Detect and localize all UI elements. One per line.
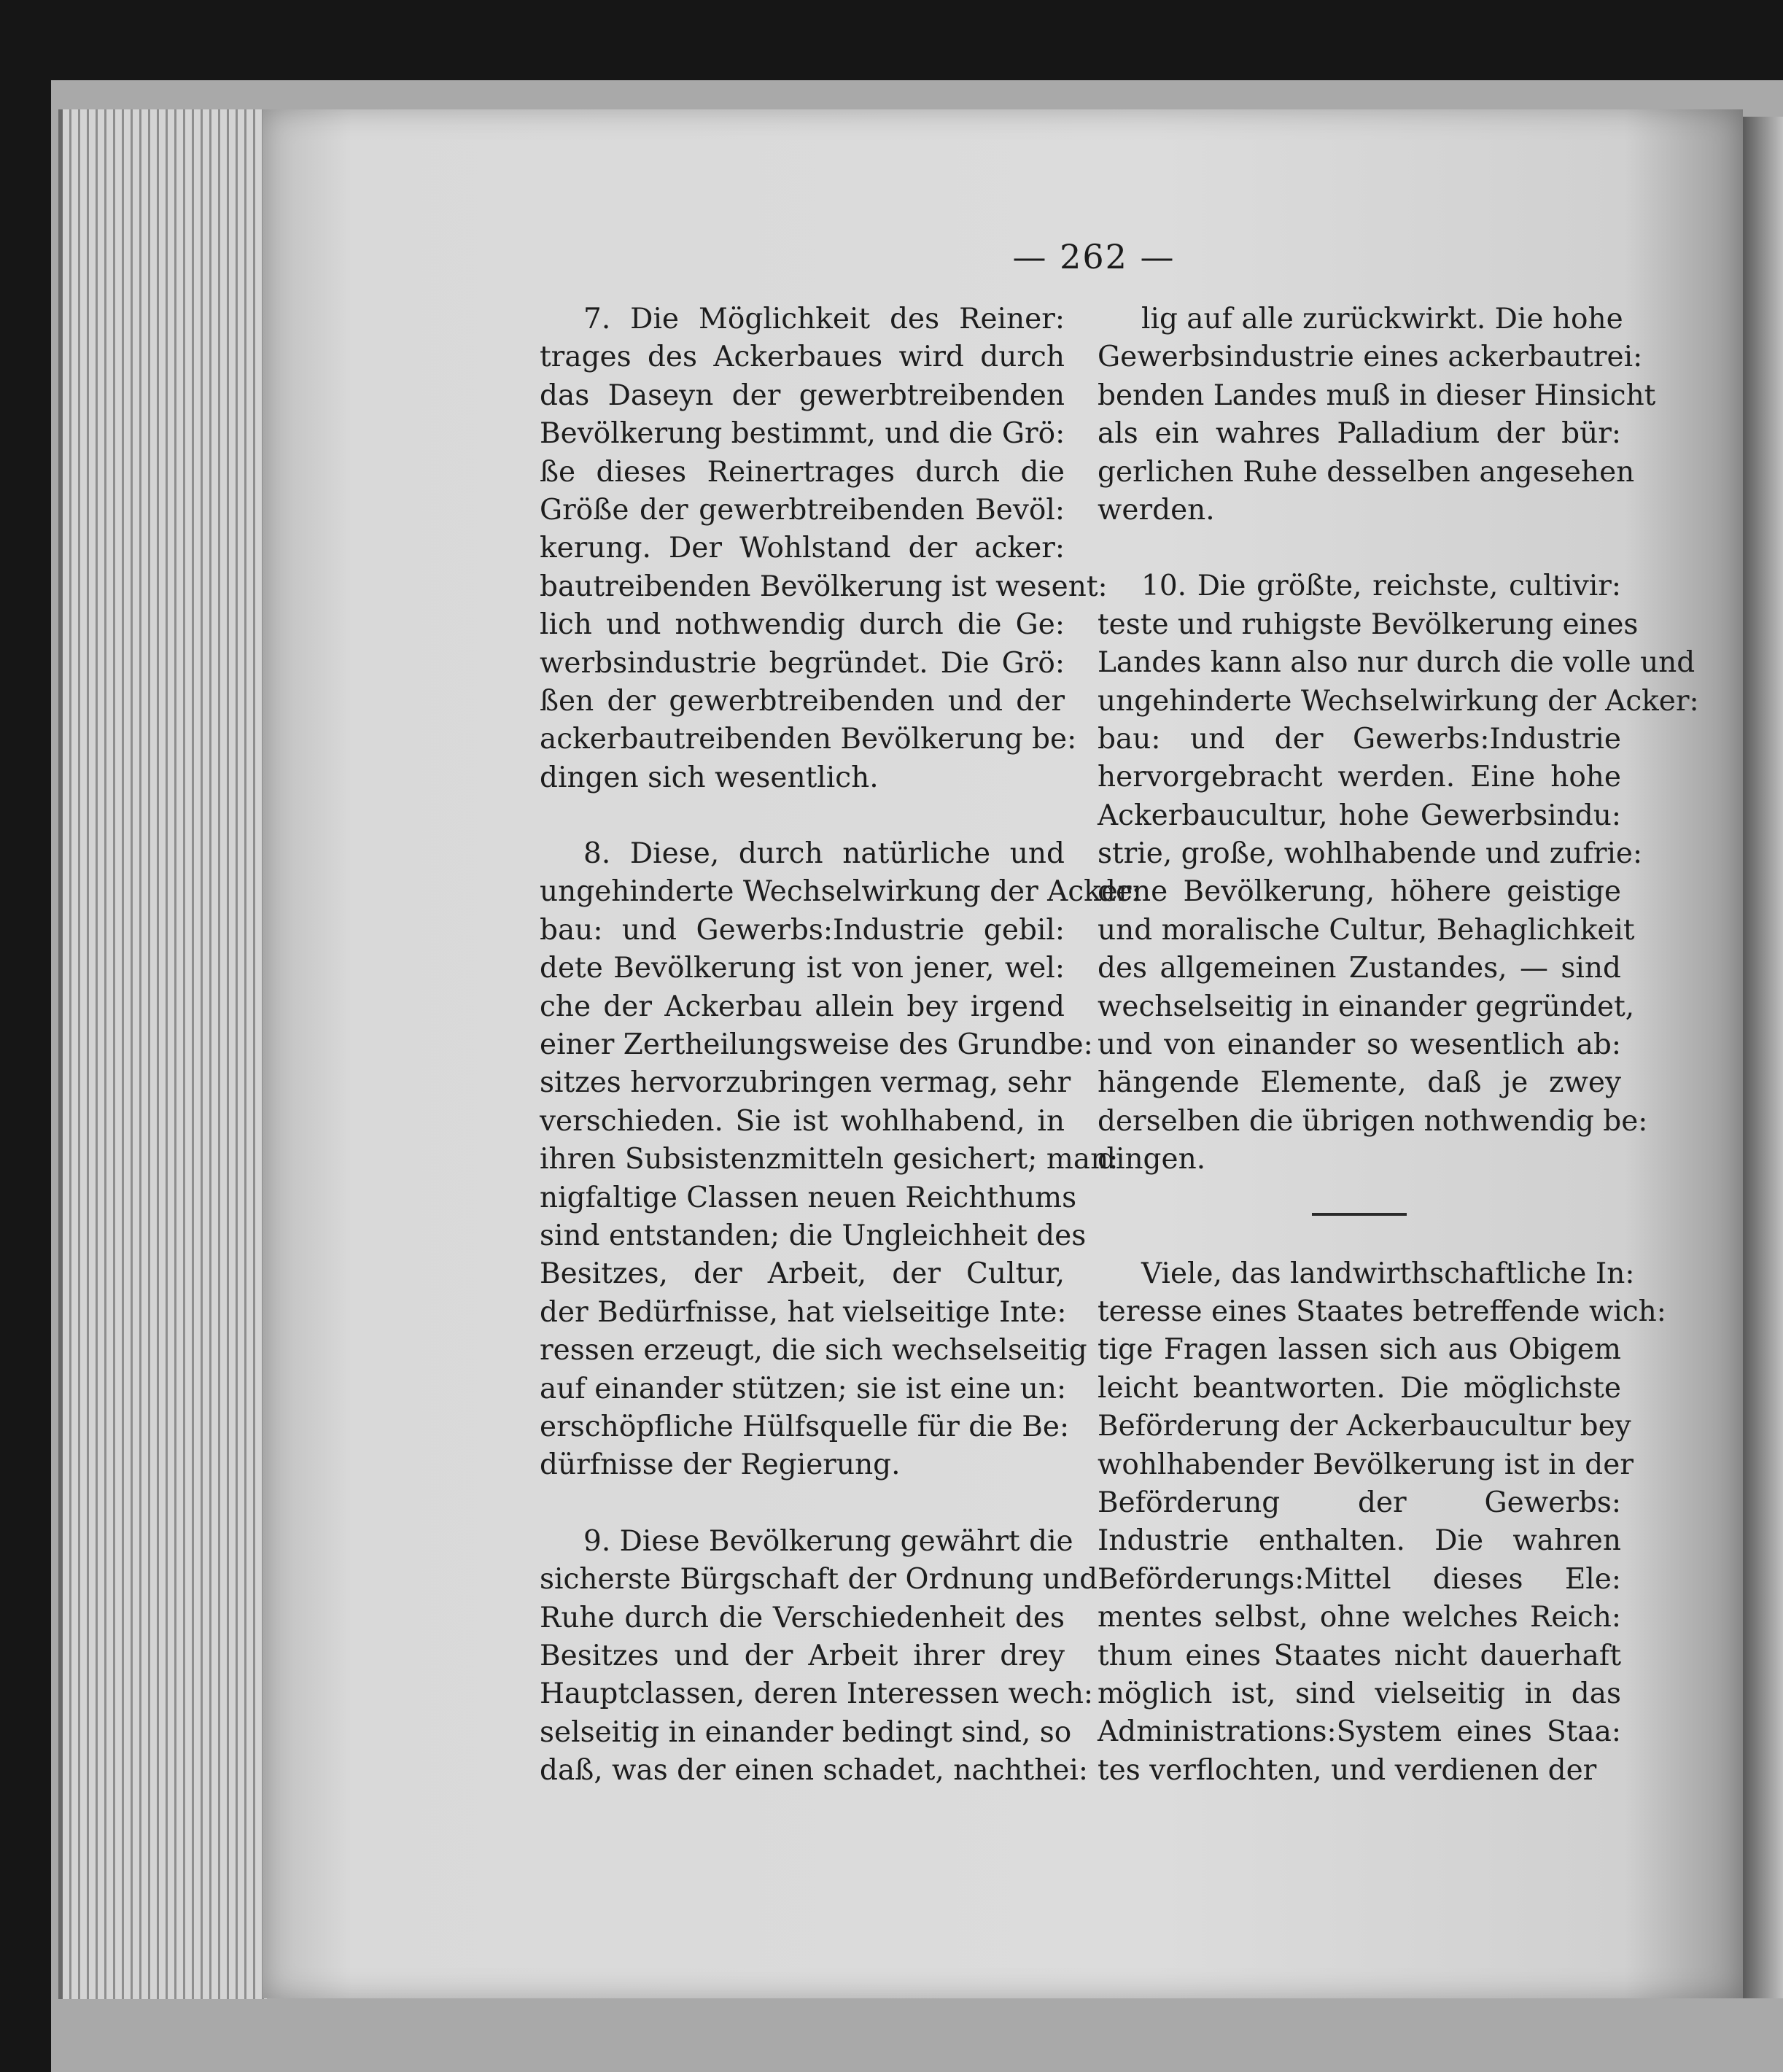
text-line: Besitzes und der Arbeit ihrer drey bbox=[540, 1639, 1065, 1672]
text-line: sind entstanden; die Ungleichheit des bbox=[540, 1219, 1087, 1252]
text-line: Hauptclassen, deren Interessen wech: bbox=[540, 1677, 1094, 1711]
text-line: teste und ruhigste Bevölkerung eines bbox=[1098, 608, 1639, 641]
paragraph-gap bbox=[540, 797, 1065, 835]
text-line: einer Zertheilungsweise des Grundbe: bbox=[540, 1028, 1093, 1062]
text-line: kerung. Der Wohlstand der acker: bbox=[540, 532, 1065, 565]
text-line: möglich ist, sind vielseitig in das bbox=[1098, 1677, 1621, 1710]
text-line: ackerbautreibenden Bevölkerung be: bbox=[540, 723, 1077, 756]
right-text-column bbox=[1098, 300, 1699, 1790]
text-line: wechselseitig in einander gegründet, bbox=[1098, 990, 1635, 1023]
text-line: auf einander stützen; sie ist eine un: bbox=[540, 1372, 1067, 1405]
text-line: bau: und der Gewerbs:Industrie bbox=[1098, 722, 1621, 756]
text-line: dene Bevölkerung, höhere geistige bbox=[1098, 875, 1621, 909]
text-line: Beförderung der Ackerbaucultur bey bbox=[1098, 1410, 1631, 1443]
text-line: Ruhe durch die Verschiedenheit des bbox=[540, 1601, 1065, 1634]
section-divider-rule bbox=[1312, 1213, 1407, 1216]
text-line: dingen. bbox=[1098, 1143, 1206, 1176]
text-line: und von einander so wesentlich ab: bbox=[1098, 1028, 1621, 1062]
text-line: lich und nothwendig durch die Ge: bbox=[540, 608, 1065, 642]
text-line: trages des Ackerbaues wird durch bbox=[540, 341, 1065, 374]
text-line: 7. Die Möglichkeit des Reiner: bbox=[583, 303, 1065, 335]
text-line: als ein wahres Palladium der bür: bbox=[1098, 417, 1621, 451]
left-text-column bbox=[540, 300, 1141, 1790]
text-line: Viele, das landwirthschaftliche In: bbox=[1141, 1257, 1635, 1290]
page-edges bbox=[58, 109, 267, 1999]
text-line: Größe der gewerbtreibenden Bevöl: bbox=[540, 493, 1065, 527]
text-line: erschöpfliche Hülfsquelle für die Be: bbox=[540, 1410, 1070, 1443]
text-line: Ackerbaucultur, hohe Gewerbsindu: bbox=[1098, 799, 1621, 832]
text-line: dete Bevölkerung ist von jener, wel: bbox=[540, 952, 1065, 985]
text-line: gerlichen Ruhe desselben angesehen bbox=[1098, 455, 1635, 489]
text-line: teresse eines Staates betreffende wich: bbox=[1098, 1295, 1666, 1328]
text-line: verschieden. Sie ist wohlhabend, in bbox=[540, 1104, 1065, 1138]
text-line: ße dieses Reinertrages durch die bbox=[540, 455, 1065, 489]
paragraph-gap bbox=[1098, 529, 1621, 567]
text-line: des allgemeinen Zustandes, — sind bbox=[1098, 952, 1621, 985]
text-line: sicherste Bürgschaft der Ordnung und bbox=[540, 1563, 1098, 1596]
text-line: bautreibenden Bevölkerung ist wesent: bbox=[540, 570, 1108, 603]
paragraph-gap bbox=[540, 1485, 1065, 1523]
text-line: strie, große, wohlhabende und zufrie: bbox=[1098, 837, 1643, 871]
text-line: leicht beantworten. Die möglichste bbox=[1098, 1371, 1621, 1405]
text-line: der Bedürfnisse, hat vielseitige Inte: bbox=[540, 1295, 1067, 1329]
text-line: 8. Diese, durch natürliche und bbox=[583, 837, 1065, 871]
text-line: Industrie enthalten. Die wahren bbox=[1098, 1524, 1621, 1558]
text-line: ungehinderte Wechselwirkung der Acker: bbox=[540, 875, 1141, 909]
text-line: lig auf alle zurückwirkt. Die hohe bbox=[1141, 303, 1623, 335]
page-number: — 262 — bbox=[1012, 237, 1176, 276]
text-line: tige Fragen lassen sich aus Obigem bbox=[1098, 1333, 1621, 1367]
text-line: tes verflochten, und verdienen der bbox=[1098, 1753, 1597, 1787]
text-line: hängende Elemente, daß je zwey bbox=[1098, 1066, 1621, 1100]
text-line: das Daseyn der gewerbtreibenden bbox=[540, 379, 1065, 412]
text-line: ßen der gewerbtreibenden und der bbox=[540, 684, 1065, 718]
text-line: Landes kann also nur durch die volle und bbox=[1098, 646, 1695, 680]
text-line: Bevölkerung bestimmt, und die Grö: bbox=[540, 417, 1065, 451]
text-line: Administrations:System eines Staa: bbox=[1098, 1715, 1621, 1749]
text-line: thum eines Staates nicht dauerhaft bbox=[1098, 1639, 1621, 1672]
text-line: derselben die übrigen nothwendig be: bbox=[1098, 1104, 1648, 1138]
text-line: ressen erzeugt, die sich wechselseitig bbox=[540, 1334, 1087, 1367]
text-line: daß, was der einen schadet, nachthei: bbox=[540, 1754, 1089, 1788]
text-line: 10. Die größte, reichste, cultivir: bbox=[1141, 570, 1621, 603]
text-line: wohlhabender Bevölkerung ist in der bbox=[1098, 1448, 1634, 1481]
text-line: nigfaltige Classen neuen Reichthums bbox=[540, 1181, 1077, 1214]
text-line: Besitzes, der Arbeit, der Cultur, bbox=[540, 1257, 1065, 1291]
text-line: und moralische Cultur, Behaglichkeit bbox=[1098, 913, 1635, 947]
text-line: Gewerbsindustrie eines ackerbautrei: bbox=[1098, 341, 1643, 374]
text-line: Beförderung der Gewerbs: bbox=[1098, 1486, 1621, 1519]
text-line: hervorgebracht werden. Eine hohe bbox=[1098, 761, 1621, 794]
text-line: bau: und Gewerbs:Industrie gebil: bbox=[540, 913, 1065, 947]
text-line: dingen sich wesentlich. bbox=[540, 761, 879, 794]
text-line: werbsindustrie begründet. Die Grö: bbox=[540, 646, 1065, 680]
text-line: 9. Diese Bevölkerung gewährt die bbox=[583, 1524, 1073, 1558]
text-line: selseitig in einander bedingt sind, so bbox=[540, 1715, 1072, 1749]
right-column-closing-paragraph bbox=[1098, 1255, 1666, 1790]
text-line: sitzes hervorzubringen vermag, sehr bbox=[540, 1066, 1071, 1100]
text-line: werden. bbox=[1098, 493, 1215, 527]
text-line: benden Landes muß in dieser Hinsicht bbox=[1098, 379, 1656, 412]
text-line: ungehinderte Wechselwirkung der Acker: bbox=[1098, 684, 1699, 718]
text-line: Beförderungs:Mittel dieses Ele: bbox=[1098, 1562, 1621, 1596]
text-line: ihren Subsistenzmitteln gesichert; man: bbox=[540, 1143, 1119, 1176]
text-line: che der Ackerbau allein bey irgend bbox=[540, 990, 1065, 1023]
right-column-paragraphs bbox=[1098, 300, 1699, 1179]
facing-page-edge bbox=[1743, 117, 1783, 1998]
text-line: mentes selbst, ohne welches Reich: bbox=[1098, 1601, 1621, 1634]
text-line: dürfnisse der Regierung. bbox=[540, 1448, 901, 1482]
